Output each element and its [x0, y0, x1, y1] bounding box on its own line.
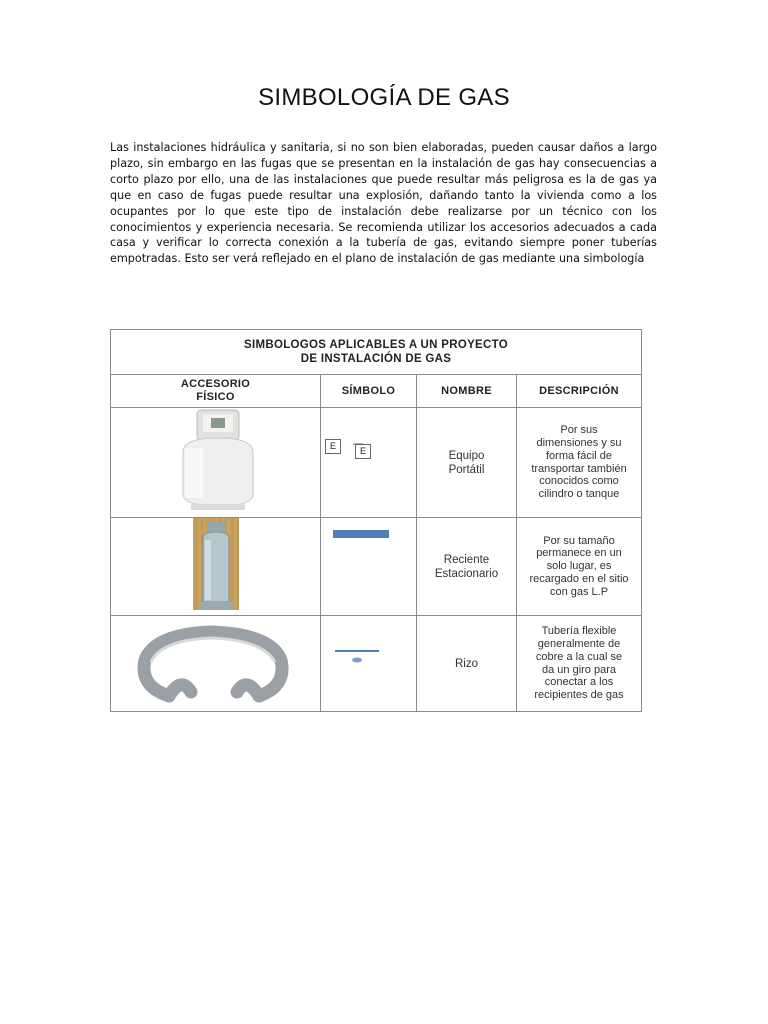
desc-line: dimensiones y su [536, 436, 622, 449]
stationary-tank-symbol [321, 518, 417, 610]
stationary-gas-tank-image [111, 518, 321, 610]
header-descripcion: DESCRIPCIÓN [517, 375, 642, 408]
symbol-e-box-2: E [355, 444, 371, 459]
desc-line: conocidos como [539, 475, 619, 488]
nombre-line-1: Reciente [443, 553, 490, 566]
coil-symbol [321, 616, 417, 706]
table-caption [111, 330, 642, 375]
desc-line: recipientes de gas [534, 689, 624, 702]
stationary-tank-photo-cell [111, 518, 321, 616]
nombre-cell [417, 518, 517, 616]
descripcion-cell [517, 408, 642, 518]
desc-line: transportar también [531, 462, 627, 475]
nombre-line-1: Equipo [448, 449, 485, 462]
nombre-line-2: Estacionario [434, 567, 499, 580]
pipe-scroll-image [111, 616, 321, 706]
header-accesorio-line-1: ACCESORIO [180, 378, 251, 390]
table-caption-line-2: DE INSTALACIÓN DE GAS [300, 353, 452, 365]
descripcion-cell [517, 518, 642, 616]
descripcion-cell [517, 616, 642, 712]
desc-line: cilindro o tanque [538, 488, 620, 501]
desc-line: con gas L.P [549, 585, 609, 598]
symbol-equipo-portatil [321, 408, 417, 518]
desc-line: cobre a la cual se [535, 650, 623, 663]
symbol-rizo [321, 616, 417, 712]
desc-line: generalmente de [537, 637, 621, 650]
desc-line: permanece en un [536, 547, 622, 560]
desc-line: da un giro para [542, 663, 616, 676]
desc-line: forma fácil de [545, 449, 613, 462]
nombre-line-2: Portátil [448, 463, 485, 476]
desc-line: Tubería flexible [541, 625, 617, 638]
symbol-table [110, 329, 642, 712]
table-row [111, 408, 642, 518]
desc-line: Por su tamaño [543, 534, 615, 547]
header-nombre: NOMBRE [417, 375, 517, 408]
header-accesorio-line-2: FÍSICO [196, 391, 235, 403]
header-simbolo: SÍMBOLO [321, 375, 417, 408]
symbol-table-figure [110, 329, 642, 702]
desc-line: Por sus [560, 424, 598, 437]
table-caption-line-1: SIMBOLOGOS APLICABLES A UN PROYECTO [244, 339, 508, 351]
nombre-cell: Rizo [417, 616, 517, 712]
page-title: SIMBOLOGÍA DE GAS [258, 84, 510, 111]
header-accesorio [111, 375, 321, 408]
desc-line: recargado en el sitio [529, 572, 629, 585]
desc-line: conectar a los [544, 676, 614, 689]
nombre-cell [417, 408, 517, 518]
table-row [111, 518, 642, 616]
symbol-e-box-1: E [325, 439, 341, 454]
desc-line: solo lugar, es [546, 560, 612, 573]
portable-tank-photo-cell [111, 408, 321, 518]
symbol-recipiente-estacionario [321, 518, 417, 616]
portable-gas-cylinder-image [111, 408, 321, 512]
copper-coil-photo-cell [111, 616, 321, 712]
table-row [111, 616, 642, 712]
intro-paragraph: Las instalaciones hidráulica y sanitaria, si no son bien elaboradas, pueden causar daños a largo plazo, sin embargo en las fugas que se presentan en la instalación de gas hay consecuencias a corto plazo por ello, una de las instalaciones que puede resultar más peligrosa es la de gas ya que en caso de fugas puede resultar una explosión, dañando tanto la vivienda como a los ocupantes por lo que este tipo de instalación debe realizarse por un técnico con los conocimientos y experiencia necesaria. Se recomienda utilizar los accesorios adecuados a cada casa y verificar lo correcta conexión a la tubería de gas, evitando siempre poner tuberías empotradas. Esto ser verá reflejado en el plano de instalación de gas mediante una simbología [110, 141, 657, 266]
